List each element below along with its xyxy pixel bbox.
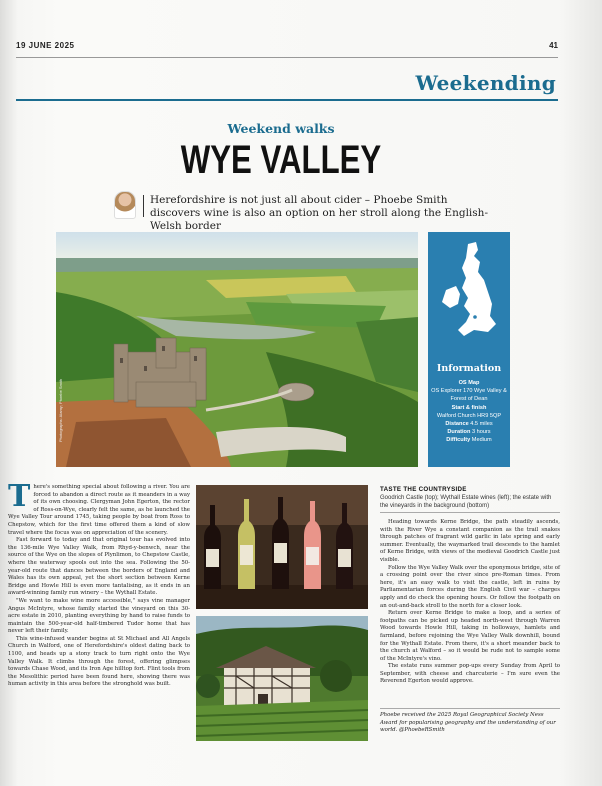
header-rule — [16, 57, 558, 58]
location-marker-icon — [473, 315, 478, 320]
paragraph: Follow the Wye Valley Walk over the eponymous bridge, site of a crossing point over the river since pre-Roman times. From here, it's an easy walk to visit the castle, left in ruins by Parliamentarian forces during the English Civil war – charges apply and do check the opening hours. Or follow the footpath on an out-and-back stroll to the north for a closer look. — [380, 564, 560, 609]
caption-title: TASTE THE COUNTRYSIDE — [380, 486, 467, 493]
section-rule — [16, 99, 558, 101]
start-label: Start & finish — [451, 404, 487, 411]
author-bio: Phoebe received the 2025 Royal Geographical Society Ness Award for popularising geography and the understanding of our world. @PhoebeRSmith — [380, 712, 556, 734]
hero-photo-illustration — [56, 232, 418, 467]
bio-rule — [380, 708, 560, 709]
distance-label: Distance — [445, 421, 469, 428]
standfirst-divider — [143, 195, 144, 217]
distance-value: 4.5 miles — [470, 421, 493, 428]
caption-rule — [380, 512, 560, 513]
info-details — [431, 379, 507, 445]
page-number: 41 — [549, 41, 558, 50]
info-title: Information — [436, 363, 502, 374]
paragraph: This wine-infused wander begins at St Michael and All Angels Church in Walford, one of Herefordshire's oldest dating back to 1100, and heads up a stony track to turn right onto the Wye Valley Walk. It climbs through the forest, offering glimpses towards Chase Wood, and its Iron Age hilltop fort. Flint tools from the Mesolithic period have been found here, showing there was human activity in this area before the stronghold was built. — [8, 635, 190, 688]
drop-cap: T — [8, 479, 31, 514]
issue-date: 19 JUNE 2025 — [16, 41, 75, 50]
paragraph: Fast forward to today and that original tour has evolved into the 136-mile Wye Valley Walk, from Rhyd-y-benwch, near the source of the Wye on the slopes of Plynlimon, to Chepstow Castle, where the waterway spools out into the sea. Following the 50-year-old route that dances between the borders of England and Wales has its own appeal, yet the short section between Kerne Bridge and Howle Hill is even more tantalising, as it ends in an award-winning family run winery – the Wythall Estate. — [8, 537, 190, 597]
paragraph: "We want to make wine more accessible," says vine manager Angus McIntyre, whose family started the vineyard on this 30-acre estate in 2010, planting everything by hand to raise funds to maintain the 500-year-old half-timbered Tudor home that has never left their family. — [8, 597, 190, 635]
caption-text: Goodrich Castle (top); Wythall Estate wines (left); the estate with the vineyards in the background (bottom) — [380, 495, 552, 509]
article-headline: WYE VALLEY — [180, 138, 382, 182]
section-title: Weekending — [415, 71, 556, 95]
article-standfirst: Herefordshire is not just all about cider – Phoebe Smith discovers wine is also an option on her stroll along the English-Welsh border — [150, 194, 488, 232]
os-map-label: OS Map — [458, 380, 480, 386]
estate-illustration — [196, 616, 368, 741]
difficulty-value: Medium — [471, 437, 492, 444]
uk-locator-map — [428, 232, 510, 352]
photo-credit: Photographs: Alamy; Phoebe Smith — [58, 378, 63, 442]
body-column-1 — [8, 479, 190, 689]
body-column-2 — [380, 519, 560, 686]
paragraph: here's something special about following a river. You are forced to abandon a direct route as it meanders in a way of its own choosing. Clergyman John Egerton, the rector of Ross-on-Wye, clearly felt the same, as he launched the Wye Valley Tour around 1745, taking people by boat from Ross to Chepstow, which for the first time offered them a kind of slow travel where the focus was on appreciation of the scenery. — [8, 484, 190, 536]
wine-bottles-photo — [196, 485, 368, 609]
article-kicker: Weekend walks — [227, 121, 335, 136]
author-avatar — [114, 191, 136, 219]
wine-bottles-illustration — [196, 485, 368, 609]
information-box — [428, 232, 510, 467]
paragraph: Heading towards Kerne Bridge, the path steadily ascends, with the River Wye a constant companion as the trail snakes through patches of fragrant wild garlic in late spring and early summer. Eventually, the waymarked trail descends to the hamlet of Kerne Bridge, with views of the medieval Goodrich Castle just visible. — [380, 519, 560, 563]
paragraph: The estate runs summer pop-ups every Sunday from April to September, with cheese and charcuterie – I'm sure even the Reverend Egerton would approve. — [380, 663, 560, 685]
duration-value: 3 hours — [471, 429, 491, 436]
os-map-value: OS Explorer 170 Wye Valley & Forest of Dean — [431, 388, 507, 403]
start-value: Walford Church HR9 5QP — [436, 412, 502, 419]
difficulty-label: Difficulty — [446, 437, 471, 444]
paragraph: Return over Kerne Bridge to make a loop, and a series of footpaths can be picked up headed north-west through Warren Wood towards Howle Hill, taking in holloways, hamlets and farmland, before rejoining the Wye Valley Walk downhill, bound for the Wythall Estate. From there, it's a short meander back to the church at Walford – so it would be rude not to sample some of the McIntyre's vino. — [380, 610, 560, 662]
duration-label: Duration — [447, 429, 471, 436]
estate-vineyard-photo — [196, 616, 368, 741]
hero-photo-goodrich-castle — [56, 232, 418, 467]
